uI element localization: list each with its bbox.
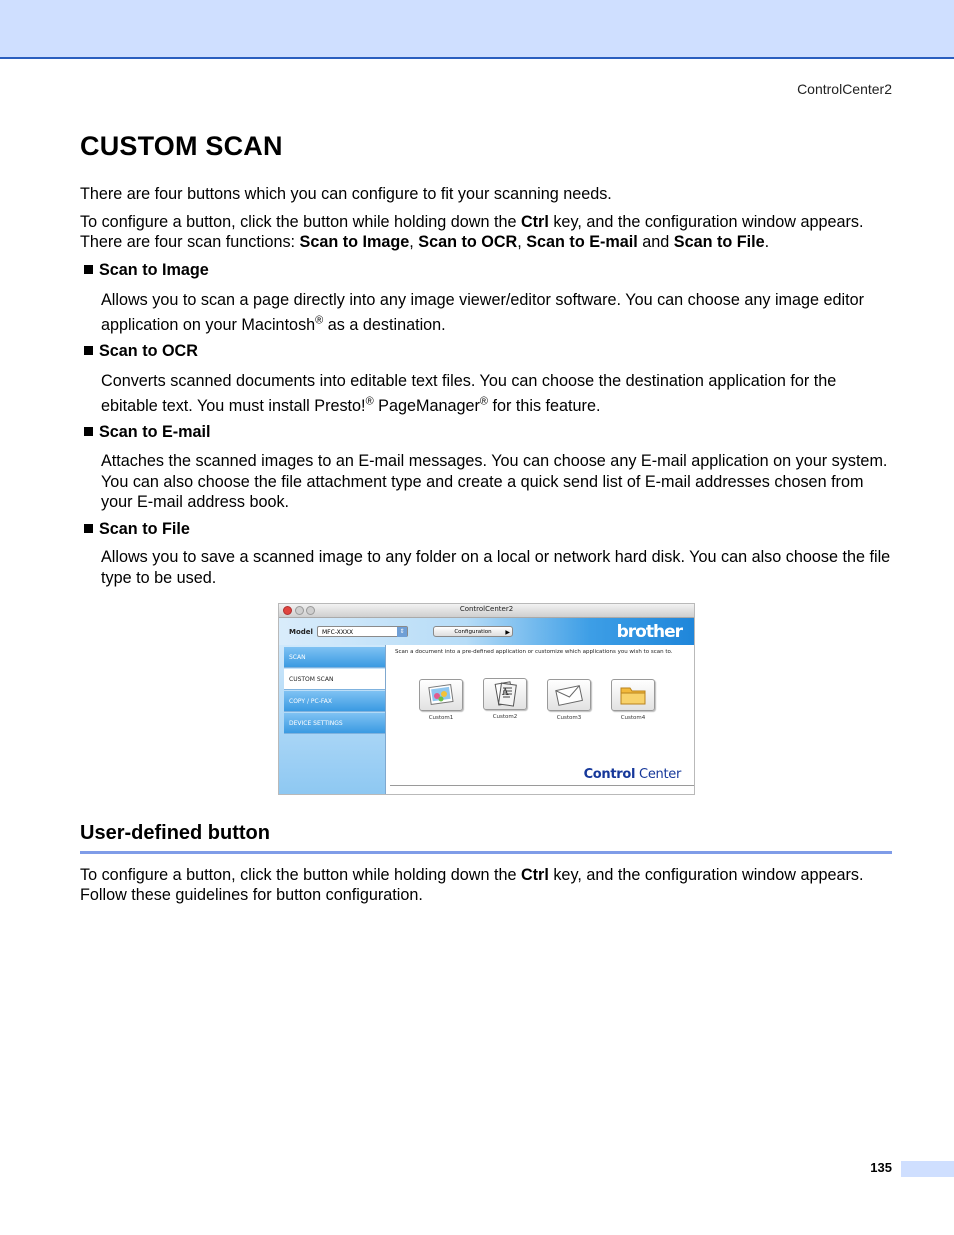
sidebar [279, 645, 386, 794]
content-divider [390, 785, 694, 786]
sidebar-item-copy-pc-fax[interactable]: COPY / PC-FAX [284, 691, 385, 712]
square-bullet-icon [84, 524, 93, 533]
user-defined-paragraph: To configure a button, click the button while holding down the Ctrl key, and the configuration window appears. Follow these guidelines for button configuration. [80, 866, 864, 904]
configure-paragraph: To configure a button, click the button while holding down the Ctrl key, and the configuration window appears. There are four scan functions: Scan to Image, Scan to OCR, Scan to E-mail and Scan to File. [80, 213, 864, 251]
square-bullet-icon [84, 265, 93, 274]
custom1-button[interactable]: Custom1 [418, 679, 464, 721]
scan-to-ocr-text: Converts scanned documents into editable text files. You can choose the destination application for the ebitable text. You must install Presto!® PageManager® for this feature. [101, 372, 837, 415]
custom4-button[interactable]: Custom4 [610, 679, 656, 721]
bullet-scan-to-ocr: Scan to OCR [84, 341, 198, 361]
bullet-scan-to-image: Scan to Image [84, 260, 209, 280]
bullet-scan-to-file: Scan to File [84, 519, 190, 539]
panel-description: Scan a document into a pre-defined application or customize which applications you wish to scan to. [395, 649, 673, 655]
folder-icon [612, 680, 654, 710]
configuration-button[interactable]: Configuration ▶ [433, 626, 513, 637]
page-number: 135 [870, 1160, 892, 1175]
brother-logo: brother [616, 622, 682, 642]
updown-arrow-icon: ⇕ [397, 627, 407, 637]
sidebar-item-device-settings[interactable]: DEVICE SETTINGS [284, 713, 385, 734]
window-toolbar [279, 618, 694, 645]
section-divider [80, 851, 892, 854]
sidebar-item-custom-scan[interactable]: CUSTOM SCAN [284, 669, 385, 690]
envelope-icon [548, 680, 590, 710]
triangle-right-icon: ▶ [505, 629, 510, 636]
header-band [0, 0, 954, 59]
image-icon [420, 680, 462, 710]
controlcenter-logo: Control Center [583, 767, 681, 782]
square-bullet-icon [84, 427, 93, 436]
ocr-document-icon [484, 679, 526, 709]
model-select[interactable]: MFC-XXXX ⇕ [317, 626, 408, 637]
bullet-scan-to-email: Scan to E-mail [84, 422, 211, 442]
window-title: ControlCenter2 [459, 605, 514, 613]
intro-paragraph: There are four buttons which you can configure to fit your scanning needs. [80, 185, 612, 203]
window-titlebar [279, 604, 694, 618]
svg-text:A: A [502, 688, 509, 698]
scan-to-file-text: Allows you to save a scanned image to any folder on a local or network hard disk. You can also choose the file type to be used. [101, 548, 891, 587]
custom2-button[interactable]: A Custom2 [482, 678, 528, 720]
square-bullet-icon [84, 346, 93, 355]
controlcenter-screenshot [278, 603, 695, 795]
page-title: CUSTOM SCAN [80, 131, 283, 161]
running-title: ControlCenter2 [797, 81, 892, 97]
scan-to-email-text: Attaches the scanned images to an E-mail messages. You can choose any E-mail application on your system. You can also choose the file attachment type and create a quick send list of E-mail addresses chosen from your E-mail address book. [101, 452, 888, 511]
ctrl-key: Ctrl [520, 866, 549, 884]
ctrl-key: Ctrl [520, 213, 549, 231]
sidebar-item-scan[interactable]: SCAN [284, 647, 385, 668]
scan-to-image-text: Allows you to scan a page directly into any image viewer/editor software. You can choose any image editor application on your Macintosh® as a destination. [101, 291, 865, 334]
model-label: Model [289, 628, 313, 636]
section-title: User-defined button [80, 822, 270, 844]
footer-tab [901, 1161, 954, 1177]
custom3-button[interactable]: Custom3 [546, 679, 592, 721]
